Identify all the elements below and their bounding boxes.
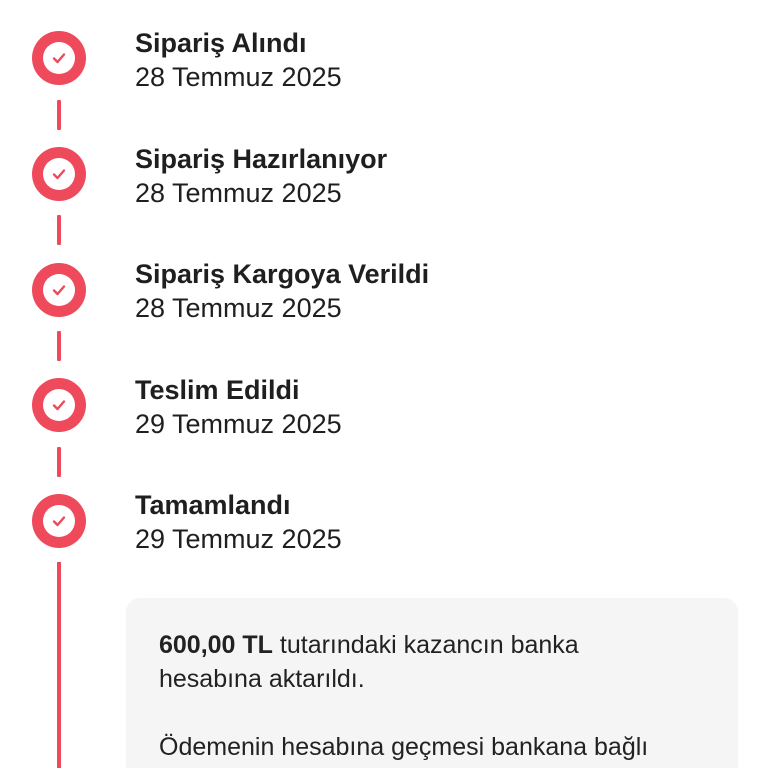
- step-date: 29 Temmuz 2025: [135, 524, 342, 554]
- earnings-info-card: [126, 598, 738, 768]
- step-title: Teslim Edildi: [135, 375, 300, 405]
- earnings-message-line1: tutarındaki kazancın banka: [272, 631, 579, 659]
- timeline-connector: [57, 100, 61, 130]
- check-circle-icon: [32, 147, 86, 201]
- timeline-connector: [57, 562, 61, 768]
- step-title: Sipariş Alındı: [135, 28, 307, 58]
- check-circle-icon: [32, 263, 86, 317]
- check-circle-icon: [32, 31, 86, 85]
- step-date: 28 Temmuz 2025: [135, 62, 342, 92]
- step-title: Tamamlandı: [135, 490, 291, 520]
- timeline-connector: [57, 331, 61, 361]
- timeline-connector: [57, 215, 61, 245]
- earnings-message-line2: hesabına aktarıldı.: [159, 665, 365, 693]
- earnings-message: [159, 628, 705, 696]
- step-date: 29 Temmuz 2025: [135, 409, 342, 439]
- step-title: Sipariş Kargoya Verildi: [135, 259, 430, 289]
- step-title: Sipariş Hazırlanıyor: [135, 144, 388, 174]
- earnings-amount: 600,00 TL: [159, 631, 273, 659]
- check-circle-icon: [32, 378, 86, 432]
- timeline-connector: [57, 447, 61, 477]
- payment-note: Ödemenin hesabına geçmesi bankana bağlı: [159, 733, 649, 761]
- step-date: 28 Temmuz 2025: [135, 293, 342, 323]
- check-circle-icon: [32, 494, 86, 548]
- step-date: 28 Temmuz 2025: [135, 178, 342, 208]
